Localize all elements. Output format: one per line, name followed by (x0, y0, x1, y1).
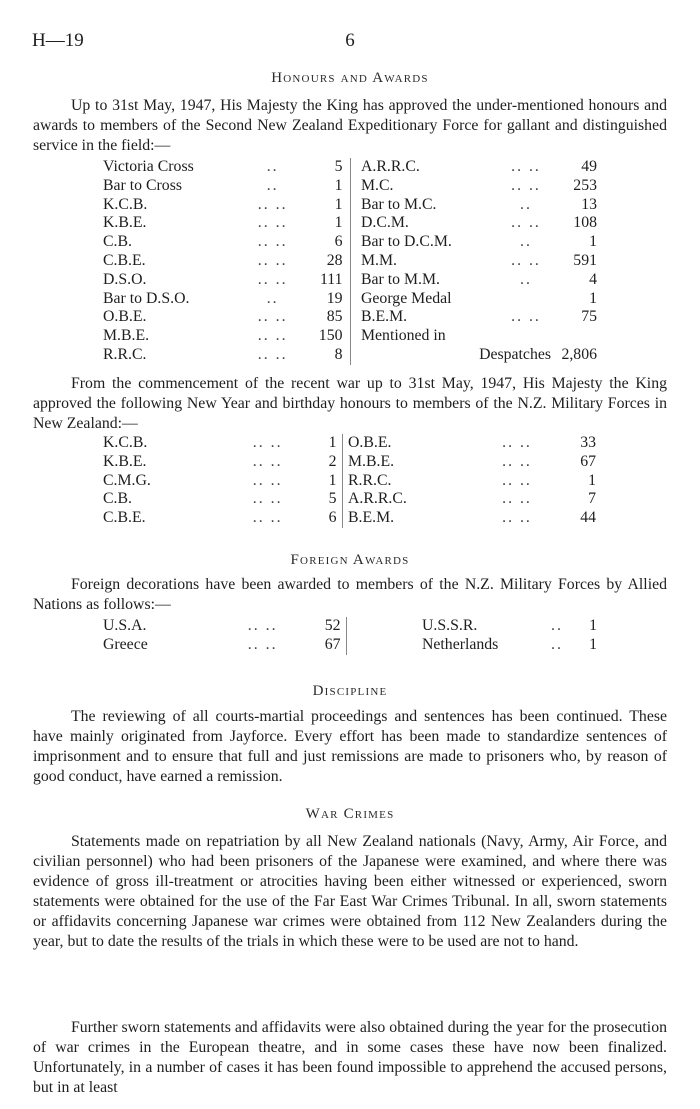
award-name: U.S.S.R. (422, 617, 478, 634)
column-divider (343, 214, 351, 233)
award-count: 111 (319, 270, 343, 288)
award-count: 2,806 (561, 345, 597, 363)
column-divider (337, 453, 343, 472)
nz-honours-row (103, 509, 343, 528)
war-crimes-paragraph-1: Statements made on repatriation by all New Zealand nationals (Navy, Army, Air Force, and civilian personnel) who had been prisoners of the Japanese were examined, and where there was evidence of gross ill-treatment or atrocities having been either witnessed or experienced, sworn statements were obtained for the use of the Far East War Crimes Tribunal. In all, sworn statements or affidavits concerning Japanese war crimes were obtained from 112 New Zealanders during the year, but to date the results of the trials in which these were to be used are not to hand. (33, 833, 667, 950)
honours-row (103, 196, 351, 215)
award-name: M.M. (361, 251, 397, 269)
leader-dots: .. .. (257, 214, 288, 232)
honours-row (361, 214, 597, 233)
leader-dots: .. .. (511, 251, 541, 269)
award-count: 1 (328, 434, 337, 451)
honours-row (103, 177, 351, 196)
award-name: A.R.R.C. (348, 490, 407, 508)
award-count: 4 (589, 270, 597, 288)
page-number: 6 (345, 30, 355, 51)
award-count: 13 (581, 195, 597, 213)
nz-honours-row (103, 490, 343, 509)
award-name: Greece (103, 635, 148, 653)
award-count: 1 (589, 289, 597, 307)
leader-dots: .. .. (257, 327, 288, 345)
award-name: M.B.E. (103, 327, 150, 345)
honours-table-right (361, 158, 597, 365)
honours-row (361, 177, 597, 196)
award-count: 5 (328, 490, 337, 508)
honours-row (103, 158, 351, 177)
leader-dots: .. .. (247, 617, 278, 634)
award-count: 44 (580, 509, 596, 527)
award-count: 1 (589, 617, 597, 634)
award-count: 52 (324, 617, 341, 634)
leader-dots: .. .. (511, 176, 541, 194)
leader-dots: .. .. (252, 452, 283, 470)
nz-honours-row (103, 472, 343, 491)
award-count: 1 (334, 176, 343, 194)
award-name: Despatches (479, 345, 551, 363)
award-name: C.B.E. (103, 251, 146, 269)
award-count: 591 (573, 251, 597, 269)
honours-row (103, 308, 351, 327)
award-count: 33 (580, 434, 596, 451)
leader-dots: .. (266, 176, 279, 194)
leader-dots: .. .. (502, 509, 532, 527)
honours-row (103, 327, 351, 346)
leader-dots: .. (266, 158, 279, 175)
award-name: U.S.A. (103, 617, 147, 634)
honours-row (361, 252, 597, 271)
award-count: 85 (326, 308, 343, 326)
award-name: C.B. (103, 490, 132, 508)
award-name: C.M.G. (103, 471, 151, 489)
column-divider (343, 233, 351, 252)
award-name: D.S.O. (103, 270, 147, 288)
leader-dots: .. .. (511, 308, 541, 326)
column-divider (343, 327, 351, 346)
honours-row (361, 327, 597, 346)
leader-dots: .. .. (252, 471, 283, 489)
document-code: H—19 (32, 30, 84, 51)
award-name: George Medal (361, 289, 452, 307)
award-name: Mentioned in (361, 327, 446, 345)
column-divider (343, 252, 351, 271)
leader-dots: .. .. (511, 158, 541, 175)
column-divider (343, 308, 351, 327)
award-count: 28 (326, 251, 343, 269)
award-name: O.B.E. (348, 434, 392, 451)
award-name: Bar to D.S.O. (103, 289, 190, 307)
leader-dots: .. .. (257, 345, 288, 363)
leader-dots: .. .. (252, 509, 283, 527)
leader-dots: .. .. (502, 490, 532, 508)
leader-dots: .. .. (257, 233, 288, 251)
column-divider (343, 196, 351, 215)
award-name: Victoria Cross (103, 158, 194, 175)
leader-dots: .. .. (257, 270, 288, 288)
honours-row (361, 158, 597, 177)
nz-honours-row (103, 453, 343, 472)
award-count: 2 (328, 452, 337, 470)
award-name: O.B.E. (103, 308, 147, 326)
honours-table-left (103, 158, 351, 365)
award-name: K.C.B. (103, 434, 148, 451)
award-count: 75 (581, 308, 597, 326)
nz-honours-table-right (348, 434, 596, 528)
award-name: Bar to D.C.M. (361, 233, 452, 251)
honours-row (361, 290, 597, 309)
section-heading-foreign: Foreign Awards (290, 552, 410, 568)
award-count: 6 (328, 509, 337, 527)
honours-intro: Up to 31st May, 1947, His Majesty the King has approved the under-mentioned honours and awards to members of the Second New Zealand Expeditionary Force for gallant and distinguished service in the field:— (33, 97, 667, 154)
column-divider (337, 434, 343, 453)
leader-dots: .. (520, 195, 532, 213)
leader-dots (501, 290, 551, 309)
war-crimes-paragraph-2: Further sworn statements and affidavits were also obtained during the year for the prosecution of war crimes in the European theatre, and in some cases these have now been finalized. Unfortunately, in a number of cases it has been found impossible to apprehend the accused persons, but in at least (33, 1019, 667, 1096)
honours-row (103, 290, 351, 309)
leader-dots: .. .. (511, 214, 541, 232)
leader-dots: .. .. (502, 471, 532, 489)
award-name: Bar to M.C. (361, 195, 437, 213)
award-name: Bar to Cross (103, 176, 182, 194)
leader-dots: .. (551, 635, 563, 653)
section-heading-honours: Honours and Awards (271, 70, 429, 86)
discipline-paragraph: The reviewing of all courts-martial proceedings and sentences has been continued. These have mainly originated from Jayforce. Every effort has been made to standardize sentences of imprisonment and to ensure that full and just remissions are made to prisoners who, by reason of good conduct, have earned a remission. (33, 708, 667, 785)
column-divider (343, 346, 351, 365)
leader-dots: .. (266, 289, 279, 307)
leader-dots: .. .. (252, 434, 283, 451)
foreign-table-right (422, 617, 597, 655)
honours-row (361, 346, 597, 365)
leader-dots: .. .. (252, 490, 283, 508)
leader-dots: .. (551, 617, 563, 634)
award-name: D.C.M. (361, 214, 409, 232)
award-count: 67 (324, 635, 341, 653)
honours-row (103, 214, 351, 233)
foreign-award-row (422, 636, 597, 655)
column-divider (343, 158, 351, 177)
leader-dots: .. .. (257, 308, 288, 326)
award-name: B.E.M. (361, 308, 408, 326)
award-name: K.B.E. (103, 214, 147, 232)
award-count: 19 (326, 289, 343, 307)
foreign-table-left (103, 617, 347, 655)
award-name: C.B. (103, 233, 132, 251)
award-count: 1 (328, 471, 337, 489)
award-count: 5 (334, 158, 343, 175)
honours-row (103, 252, 351, 271)
column-divider (337, 509, 343, 528)
award-name: K.B.E. (103, 452, 147, 470)
award-count: 108 (573, 214, 597, 232)
award-name: K.C.B. (103, 195, 148, 213)
award-name: R.R.C. (348, 471, 392, 489)
section-heading-discipline: Discipline (312, 683, 388, 699)
foreign-intro: Foreign decorations have been awarded to members of the N.Z. Military Forces by Allied Nations as follows:— (33, 576, 667, 613)
leader-dots (501, 327, 551, 346)
honours-row (103, 271, 351, 290)
column-divider (341, 636, 347, 655)
award-count: 7 (588, 490, 596, 508)
award-name: Bar to M.M. (361, 270, 440, 288)
award-name: R.R.C. (103, 345, 147, 363)
section-heading-war-crimes: War Crimes (305, 806, 395, 822)
leader-dots: .. .. (257, 195, 288, 213)
foreign-award-row (103, 636, 347, 655)
nz-honours-row (348, 472, 596, 491)
nz-honours-row (348, 453, 596, 472)
column-divider (343, 271, 351, 290)
foreign-award-row (422, 617, 597, 636)
award-count: 253 (573, 176, 597, 194)
award-count: 1 (589, 233, 597, 251)
award-count: 8 (334, 345, 343, 363)
award-count: 1 (589, 635, 597, 653)
award-count: 49 (581, 158, 597, 175)
award-count: 1 (334, 195, 343, 213)
honours-row (361, 233, 597, 252)
column-divider (343, 290, 351, 309)
column-divider (341, 617, 347, 636)
leader-dots: .. (520, 270, 532, 288)
award-count: 1 (334, 214, 343, 232)
leader-dots: .. .. (502, 434, 532, 451)
award-name: C.B.E. (103, 509, 146, 527)
nz-honours-row (348, 490, 596, 509)
award-count (551, 327, 597, 346)
foreign-award-row (103, 617, 347, 636)
column-divider (337, 472, 343, 491)
leader-dots: .. (520, 233, 532, 251)
leader-dots: .. .. (247, 635, 278, 653)
nz-honours-row (348, 509, 596, 528)
award-name: M.B.E. (348, 452, 395, 470)
award-name: M.C. (361, 176, 394, 194)
honours-intro-2: From the commencement of the recent war up to 31st May, 1947, His Majesty the King approved the following New Year and birthday honours to members of the N.Z. Military Forces in New Zealand:— (33, 375, 667, 432)
nz-honours-row (103, 434, 343, 453)
leader-dots: .. .. (502, 452, 532, 470)
column-divider (337, 490, 343, 509)
honours-row (103, 233, 351, 252)
award-name: B.E.M. (348, 509, 395, 527)
award-name: Netherlands (422, 635, 499, 653)
honours-row (361, 196, 597, 215)
nz-honours-table-left (103, 434, 343, 528)
honours-row (361, 308, 597, 327)
leader-dots: .. .. (257, 251, 288, 269)
award-count: 6 (334, 233, 343, 251)
award-count: 67 (580, 452, 596, 470)
honours-row (103, 346, 351, 365)
award-name: A.R.R.C. (361, 158, 420, 175)
nz-honours-row (348, 434, 596, 453)
award-count: 1 (588, 471, 596, 489)
column-divider (343, 177, 351, 196)
award-count: 150 (318, 327, 343, 345)
honours-row (361, 271, 597, 290)
